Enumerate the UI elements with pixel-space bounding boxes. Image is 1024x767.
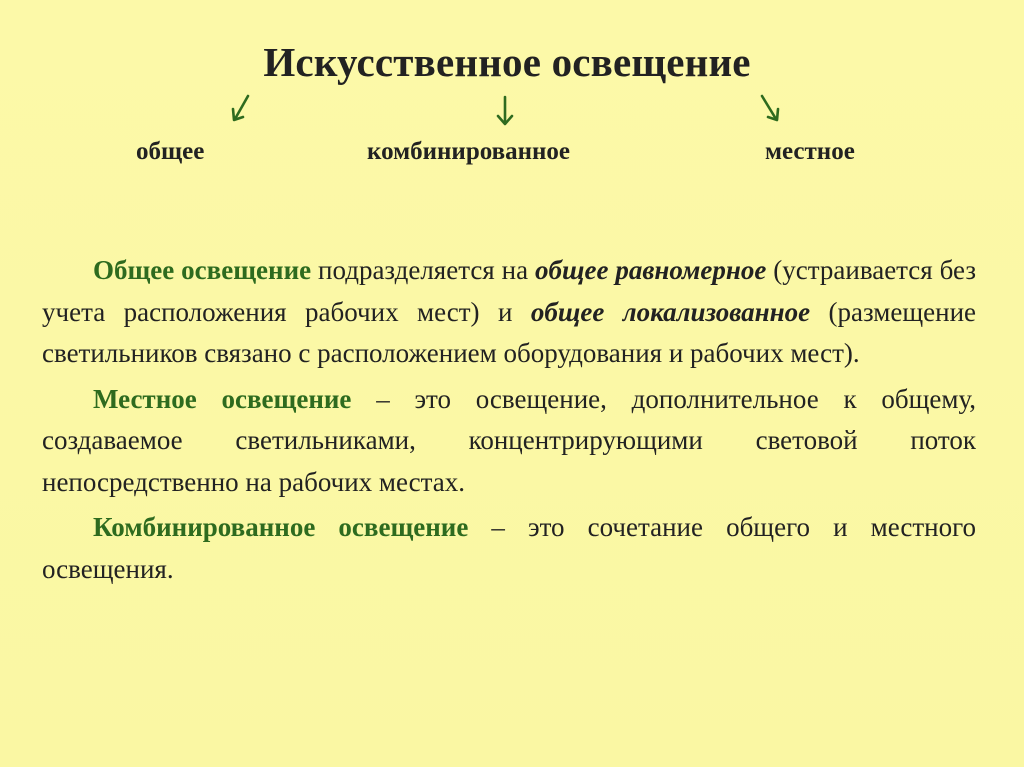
paragraph-local-lighting <box>42 379 976 504</box>
term-combined-lighting: Комбинированное освещение <box>93 512 469 542</box>
category-local: местное <box>765 138 855 165</box>
text-segment: – это сочетание общего и местного освещения. <box>42 512 976 584</box>
term-local-lighting: Местное освещение <box>93 383 352 414</box>
category-combined: комбинированное <box>367 138 571 165</box>
text-segment: (размещение светильников связано с расположением оборудования и рабочих мест). <box>42 296 976 368</box>
paragraph-combined-lighting <box>42 507 976 590</box>
text-segment: (устраивается без учета расположения рабочих мест) и <box>42 255 976 327</box>
category-general: общее <box>136 138 205 165</box>
text-segment: – это освещение, дополнительное к общему, создаваемое светильниками, концентрирующими световой поток непосредственно на рабочих местах. <box>42 383 976 497</box>
arrow-down-left-icon <box>226 92 256 126</box>
body-text <box>42 250 976 594</box>
arrow-down-right-icon <box>755 92 785 126</box>
text-segment: подразделяется на <box>311 255 536 285</box>
arrow-down-icon <box>490 94 520 128</box>
emphasis-general-localized: общее локализованное <box>530 296 811 327</box>
emphasis-general-uniform: общее равномерное <box>535 255 767 285</box>
term-general-lighting: Общее освещение <box>93 255 312 285</box>
slide-title: Искусственное освещение <box>263 39 751 85</box>
paragraph-general-lighting <box>42 250 976 375</box>
